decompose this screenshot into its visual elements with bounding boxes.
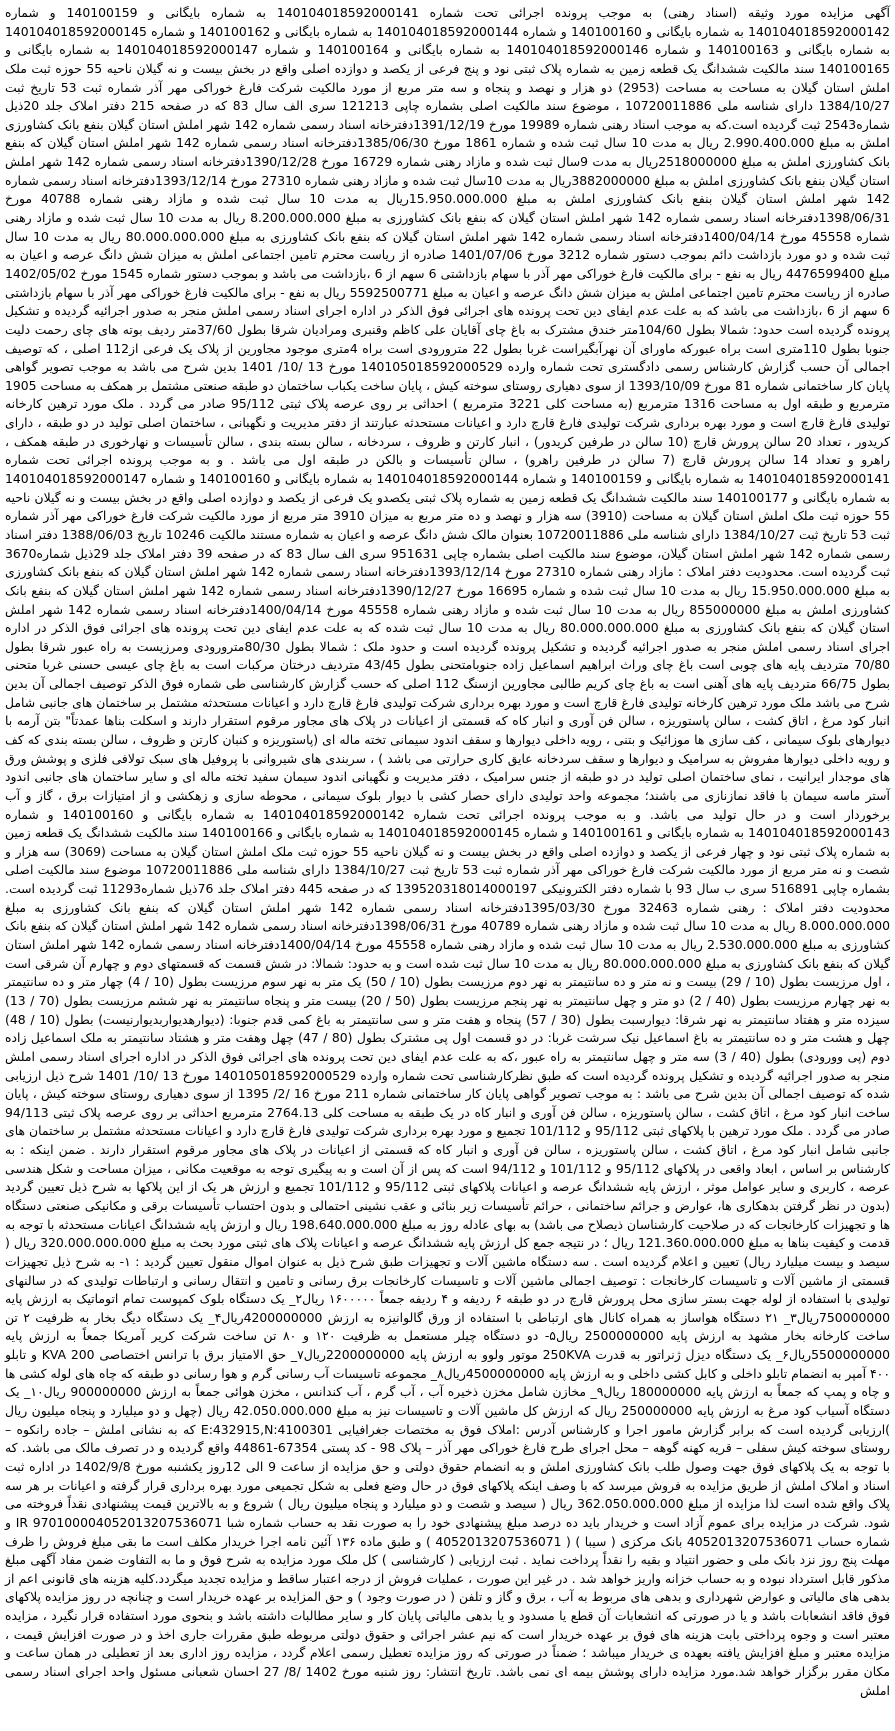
auction-notice-text: آگهی مزایده مورد وثیقه (اسناد رهنی) به موجب پرونده اجرائی تحت شماره 140104018592000141 به شماره بایگانی و 140100159 و شماره 140104018592000142 به شماره بایگانی و 140100160 و شماره 140104018592000144 به شماره بایگانی و 140100162 و شماره 140104018592000145 به شماره بایگانی و 140100163 و شماره 140104018592000146 به شماره بایگانی و 140100164 و شماره 140104018592000147 به شماره بایگانی و 140100165 سند مالکیت ششدانگ یک قطعه زمین به شماره پلاک ثبتی نود و پنج فرعی از یکصد و دوازده اصلی واقع در بخش بیست و نه گیلان ناحیه 55 حوزه ثبت ملک املش استان گیلان به مساحت به مساحت (2953) دو هزار و نهصد و پنجاه و سه متر مربع از مورد مالکیت شرکت فارغ خوراکی مهر آذر شماره ثبت 53 تاریخ ثبت 1384/10/27 دارای شناسه ملی 10720011886 ، موضوع سند مالکیت اصلی بشماره چاپی 121213 سری الف سال 83 که در صفحه 215 دفتر املاک جلد 20ذیل شماره2543 ثبت گردیده است.که به موجب اسناد رهنی شماره 19989 مورخ 1391/12/19دفترخانه اسناد رسمی شماره 142 شهر املش استان گیلان بنفع بانک کشاورزی املش به مبلغ 2.990.400.000 ریال به مدت 10 سال ثبت شده و شماره 1861 مورخ 1385/06/30دفترخانه اسناد رسمی شماره 142 شهر املش استان گیلان که بنفع بانک کشاورزی املش به مبلغ 2518000000ریال به مدت 9سال ثبت شده و مازاد رهنی شماره 16729 مورخ 1390/12/28دفترخانه اسناد رسمی شماره 142 شهر املش استان گیلان بنفع بانک کشاورزی املش به مبلغ 3882000000ریال به مدت 10سال ثبت شده و مازاد رهنی شماره 27310 مورخ 1393/12/14دفترخانه اسناد رسمی شماره 142 شهر املش استان گیلان بنفع بانک کشاورزی املش به مبلغ 15.950.000.000ریال به مدت 10 سال ثبت شده و مازاد رهنی شماره 40788 مورخ 1398/06/31دفترخانه اسناد رسمی شماره 142 شهر املش استان گیلان که بنفع بانک کشاورزی به مبلغ 8.200.000.000 ریال به مدت 10 سال ثبت شده و مازاد رهنی شماره 45558 مورخ 1400/04/14دفترخانه اسناد رسمی شماره 142 شهر املش استان گیلان که بنفع بانک کشاورزی به مبلغ 80.000.000.000 ریال به مدت 10 سال ثبت شده و دو مورد بازداشت دائم بموجب دستور شماره 3212 مورخ 1401/07/06 صادره از ریاست محترم تامین اجتماعی املش به میزان شش دانگ عرصه و اعیان به مبلغ 4476599400 ریال به نفع - برای مالکیت فارغ خوراکی مهر آذر با سهام بازداشتی 6 سهم از 6 ،بازداشت می باشد و بموجب دستور شماره 1545 مورخ 1402/05/02 صادره از ریاست محترم تامین اجتماعی املش به میزان شش دانگ عرصه و اعیان به مبلغ 5592500771 ریال به نفع - برای مالکیت فارغ خوراکی مهر آذر با سهام بازداشتی 6 سهم از 6 ،بازداشت می باشد که به علت عدم ایفای دین تحت پرونده های اجرائی فوق الذکر در اداره اجرای اسناد رسمی املش منجر به صدور اجرائیه گردیده و تشکیل پرونده گردیده است حدود: شمالا بطول 104/60متر خندق مشترک به باغ چای آقایان علی کاظم وقنبری ومرادیان شرقا بطول 37/60متر ردیف بوته های چای رحمت دلیت جنوبا بطول 110متری است براه عبوركه ماورای آن نهرآبگیراست غربا بطول 22 مترورودی است براه 4متری موجود مجاورین از پلاک یک فرعی از112 اصلی ، که توصیف اجمالی آن حسب گزارش کارشناس رسمی دادگستری تحت شماره وارده 140105018592000529 مورخ 13 /10/ 1401 بدین شرح می باشد به موجب تصویر گواهی پایان کار ساختمانی شماره 81 مورخ 1393/10/09 از سوی دهیاری روستای سوخته کیش ، پایان ساخت یکباب ساختمان دو طبقه صنعتی مشتمل بر همکف به مساحت 1905 مترمربع و طبقه اول به مساحت 1316 مترمربع (به مساحت کلی 3221 مترمربع ) احداثی بر روی عرصه پلاک ثبتی 95/112 صادر می گردد . ملک مورد ترهین کارخانه تولیدی فارغ قارچ است و مورد بهره برداری شرکت تولیدی فارغ قارچ دارد و اعیانات مستحدثه عبارتند از دفتر مدیریت و نگهبانی ، ساختمان اصلی تولید در دو طبقه ، دارای کریدور ، تعداد 20 سالن پرورش قارچ (10 سالن در طرفین کریدور) ، انبار کارتن و ظروف ، سردخانه ، سالن بسته بندی ، سالن تأسیسات و نهارخوری در طبقه همکف ، راهرو و تعداد 14 سالن پرورش قارچ (7 سالن در طرفین راهرو) ، سالن تأسیسات و بالکن در طبقه اول می باشد . و به موجب پرونده اجرائی تحت شماره 140104018592000141 به شماره بایگانی و 140100159 و شماره 140104018592000144 به شماره بایگانی و 140100160 و شماره 140104018592000147 به شماره بایگانی و 140100177 سند مالکیت ششدانگ یک قطعه زمین به شماره پلاک ثبتی یکصدو یک فرعی از یکصد و دوازده اصلی واقع در بخش بیست و نه گیلان ناحیه 55 حوزه ثبت ملک املش استان گیلان به مساحت (3910) سه هزار و نهصد و ده متر مربع به میزان 3910 متر مربع از مورد مالکیت شرکت فارغ خوراکی مهر آذر شماره ثبت 53 تاریخ ثبت 1384/10/27 دارای شناسه ملی 10720011886 بعنوان مالک شش دانگ عرصه و اعیان به شماره مستند مالکیت 10246 تاریخ 1388/06/03 دفتر اسناد رسمی شماره 142 شهر املش استان گیلان، موضوع سند مالکیت اصلی بشماره چاپی 951631 سری الف سال 83 که در صفحه 39 دفتر املاک جلد 29ذیل شماره3670 ثبت گردیده است. محدودیت دفتر املاک : مازاد رهنی شماره 27310 مورخ 1393/12/14دفترخانه اسناد رسمی شماره 142 شهر املش استان گیلان که بنفع بانک کشاورزی به مبلغ 15.950.000.000 ریال به مدت 10 سال ثبت شده و شماره 16695 مورخ 1390/12/27دفترخانه اسناد رسمی شماره 142 شهر املش استان گیلان که بنفع بانک کشاورزی املش به مبلغ 855000000 ریال به مدت 10 سال ثبت شده و مازاد رهنی شماره 45558 مورخ 1400/04/14دفترخانه اسناد رسمی شماره 142 شهر املش استان گیلان که بنفع بانک کشاورزی به مبلغ 80.000.000.000 ریال به مدت 10 سال ثبت شده که به علت عدم ایفای دین تحت پرونده های اجرائی فوق الذکر در اداره اجرای اسناد رسمی املش منجر به صدور اجرائیه گردیده و تشکیل پرونده گردیده است و حدود ملک : شمالا بطول 80/30مترورودی ومرزیست به راه عبور شرقا بطول 70/80 متردیف پایه های چوبی است باغ چای وراث ابراهیم اسماعیل زاده جنوبامتحنی بطول 43/45 متردیف درختان مرکبات است به باغ چای عیسی حسنی غربا متحنی بطول 66/75 متردیف پایه های آهنی است به باغ چای کریم طالبی مجاورین ازسنگ 112 اصلی که حسب گزارش کارشناسی طی شماره فوق الذکر توصیف اجمالی آن بدین شرح می باشد ملک مورد ترهین کارخانه تولیدی فارغ قارچ است و مورد بهره برداری شرکت تولیدی فارغ قارچ دارد و اعیانات مستحدثه مشتمل بر ساختمان های جانبی شامل انبار کود مرغ ، اتاق کشت ، سالن پاستوریزه ، سالن فن آوری و انبار کاه که قسمتی از اعیانات در پلاک های مجاور مرقوم استقرار دارند و اسکلت بناها عمدتاً" بتن آرمه با دیوارهای بلوک سیمانی ، کف سازی ها موزائیک و بتنی ، رویه داخلی دیوارها و سقف اندود سیمانی تخته ماله ای (پاستوریزه و کنبان کارتن و ظروف ، سالن بسته بندی که کف و رویه داخلی دیوارها مفروش به سرامیک و دیوارها و سقف سردخانه عایق کاری حرارتی می باشد ) ، سربندی های شیروانی با پروفیل های سبک تولافی فلزی و پوشش ورق های موجدار ایرانیت ، نمای ساختمان اصلی تولید در دو طبقه از جنس سرامیک ، دفتر مدیریت و نگهبانی اندود سیمان سفید تخته ماله ای و سایر ساختمان های جانبی اندود آستر ماسه سیمان با فاقد نمازنازی می باشند؛ مجموعه واحد تولیدی دارای حصار کشی با دیوار بلوک سیمانی ، محوطه سازی و زهکشی و از امتیازات برق ، گاز و آب برخوردار است و در حال تولید می باشد. و به موجب پرونده اجرائی تحت شماره 140104018592000142 به شماره بایگانی و 140100160 و شماره 140104018592000143 به شماره بایگانی و 140100161 و شماره 140104018592000145 به شماره بایگانی و 140100166 سند مالکیت ششدانگ یک قطعه زمین به شماره پلاک ثبتی نود و چهار فرعی از یکصد و دوازده اصلی واقع در بخش بیست و نه گیلان ناحیه 55 حوزه ثبت ملک املش استان گیلان به مساحت (3069) سه هزار و شصت و نه متر مربع از مورد مالکیت شرکت فارغ خوراکی مهر آذر شماره ثبت 53 تاریخ ثبت 1384/10/27 دارای شناسه ملی 10720011886 موضوع سند مالکیت اصلی بشماره چاپی 516891 سری ب سال 93 با شماره دفتر الکترونیکی 139520318014000197 که در صفحه 445 دفتر املاک جلد 76ذیل شماره11293 ثبت گردیده است. محدودیت دفتر املاک : رهنی شماره 32463 مورخ 1395/03/30دفترخانه اسناد رسمی شماره 142 شهر املش استان گیلان که بنفع بانک کشاورزی به مبلغ 8.000.000.000 ریال به مدت 10 سال ثبت شده و مازاد رهنی شماره 40789 مورخ 1398/06/31دفترخانه اسناد رسمی شماره 142 شهر املش استان گیلان که بنفع بانک کشاورزی به مبلغ 2.530.000.000 ریال به مدت 10 سال ثبت شده و مازاد رهنی شماره 45558 مورخ 1400/04/14دفترخانه اسناد رسمی شماره 142 شهر املش استان گیلان که بنفع بانک کشاورزی به مبلغ 80.000.000.000 ریال به مدت 10 سال ثبت شده است و به حدود: شمالا: در شش قسمت که قسمتهای دوم و چهارم آن شرقی است ، اول مرزیست بطول (10 / 29) بیست و نه متر و ده سانتیمتر به نهر دوم مرزیست بطول (10 / 50) یک متر به نهر سوم مرزیست بطول (10 / 4) چهار متر و ده سانتیمتر به نهر چهارم مرزیست بطول (40 / 2) دو متر و چهل سانتیمتر به نهر پنجم مرزیست بطول (50 / 20) بیست متر و پنجاه سانتیمتر به نهر ششم مرزیست بطول (70 / 13) سیزده متر و هفتاد سانتیمتر به نهر شرقا: دیوارسبت بطول (30 / 57) پنجاه و هفت متر و سی سانتیمتر به باغ کمی قدم جنوبا: (دیوارهدیواربدیوارنیست) بطول (10 / 48) چهل و هشت متر و ده سانتیمتر به باغ اسماعیل نیک سرشت غربا: در دو قسمت اول پی مشترک بطول (80 / 47) چهل وهفت متر و هشتاد سانتیمتر به ملک اسماعیل زاده دوم (پی وورودی) بطول (40 / 3) سه متر و چهل سانتیمتر به راه عبور ،که به علت عدم ایفای دین تحت پرونده های اجرائی فوق الذکر در اداره اجرای اسناد رسمی املش منجر به صدور اجرائیه گردیده و تشکیل پرونده گردیده است که طبق نظرکارشناسی تحت شماره وارده 140105018592000529 مورخ 13 /10/ 1401 شرح ذیل ارزیابی شده که توصیف اجمالی آن بدین شرح می باشد : به موجب تصویر گواهی پایان کار ساختمانی شماره 211 مورخ 16 /2/ 1395 از سوی دهیاری روستای سوخته کیش ، پایان ساخت انبار کود مرغ ، اتاق کشت ، سالن پاستوریزه ، سالن فن آوری و انبار کاه در یک طبقه به مساحت کلی 2764.13 مترمربع احداثی بر روی عرصه پلاک ثبتی 94/113 صادر می گردد . ملک مورد ترهین با پلاکهای ثبتی 95/112 و 101/112 تجمیع و مورد بهره برداری شرکت تولیدی فارغ قارچ دارد و اعیانات مستحدثه مشتمل بر ساختمان های جانبی شامل انبار کود مرغ ، اتاق کشت ، سالن پاستوریزه ، سالن فن آوری و انبار کاه که قسمتی از اعیانات در پلاک های مجاور مرقوم استقرار دارند . ضمن اینکه : به کارشناس بر اساس ، ابعاد واقعی در پلاکهای 95/112 و 101/112 و 94/112 است که پس از آن است و به پیگیری توجه به موقعیت مکانی ، میزان مساحت و شکل هندسی عرصه ، کاربری و سایر عوامل موثر ، ارزش پایه ششدانگ عرصه و اعیانات پلاکهای ثبتی 95/112 و 101/112 تجمیع و ارزش هر یک از این پلاکها به شرح ذیل تعیین گردید (بدون در نظر گرفتن بدهکاری ها، عوارض و جرائم ساختمانی ، حرائم تأسیسات زیر بنائی و عقب نشینی احتمالی و بدون احتساب تأسیسات برقی و مکانیکی صنعتی دستگاه ها و تجهیزات کارخانجات که در صلاحیت کارشناسان ذیصلاح می باشد) به بهای عادله روز به مبلغ 198.640.000.000 ریال و ارزش پایه ششدانگ اعیانات مستحدثه با توجه به قدمت و کیفیت بناها به مبلغ 121.360.000.000 ریال ؛ در نتیجه جمع کل ارزش پایه ششدانگ عرصه و اعیانات پلاک های ثبتی مورد بحث به مبلغ 320.000.000.000 ریال ( سیصد و بیست میلیارد ریال) تعیین و اعلام گردیده است . سه دستگاه ماشین آلات و تجهیزات طبق شرح ذیل به عنوان اموال منقول تعیین گردید : ١- به شرح ذیل تجهیزات قسمتی از ماشین آلات و تاسیسات کارخانجات : توصیف اجمالی ماشین آلات و تاسیسات کارخانجات برق رسانی و تامین و انتقال رسانی و ارتباطات تولیدی که در سالنهای تولیدی با استفاده از لوله جهت بستر سازی محل پرورش قارچ در دو طبقه ۶ ردیفه و ۴ ردیفه جمعاً ۱۶۰۰۰۰۰ ریال۲_ یک دستگاه بلوک کمپوست تمام اتوماتیک به ارزش پایه 750000000ریال۳_ ۲۱ دستگاه هواساز به همراه کانال های ارتباطی با استفاده از ورق گالوانیزه به ارزش 4200000000ریال۴_ یک دستگاه دیگ بخار به ظرفیت ۲ تن ساخت کارخانه بخار مشهد به ارزش پایه 2500000000 ریال۵- دو دستگاه چیلر مستعمل به ظرفیت ۱۲۰ و ۸۰ تن ساخت شرکت کریر آمریکا جمعاً به ارزش پایه 5500000000ریال۶_ یک دستگاه دیزل ژنراتور به قدرت 250KVA موتور ولوو به ارزش پایه 2200000000ریال۷_ حق الامتیاز برق با ترانس اختصاصی 200 KVA و تابلو ۴۰۰ آمپر به انضمام تابلو داخلی و کابل کشی داخلی و به ارزش پایه 4500000000ریال۸_ مجموعه تاسیسات آب رسانی گرم و هوا رسانی دو طبقه که چاه های لوله کشی ها و چاه و پمپ که جمعاً به ارزش پایه 180000000 ریال۹_ مخازن شامل مخزن ذخیره آب ، آب گرم ، آب کندانس ، مخزن هوائی جمعاً به ارزش 900000000 ریال۱۰_ یک دستگاه آسیاب کود مرغ به ارزش پایه 250000000 ریال که ارزش کل ماشین آلات و تاسیسات نیز به مبلغ 42.050.000.000 ریال (چهل و دو میلیارد و پنجاه میلیون ریال )ارزیابی گردیده است که برابر گزارش مامور اجرا و کارشناس آدرس :املاک فوق به مختصات جغرافیایی E:432915,N:4100301 که به نشانی املش – جاده رانکوه –روستای سوخته کیش سفلی – قریه کهنه گوهه – محل اجرای طرح فارغ خوراکی مهر آذر – پلاک 98 - کد پستی 67354-44861 واقع گردیده و در تصرف مالک می باشد. که با توجه به یک پلاکهای فوق جهت وصول طلب بانک کشاورزی املش و به انضمام حقوق دولتی و حق مزایده از ساعت 9 الی 12روز یکشنبه مورخ 1402/9/8 در اداره ثبت اسناد و املاک املش از طریق مزایده به فروش میرسد که با وصف اینکه پلاکهای فوق در حال وضع فعلی به شکل تجمیعی مورد بهره برداری قرار گرفته و اعیانات بر هر سه پلاک واقع شده است لذا مزایده از مبلغ 362.050.000.000 ریال ( سیصد و شصت و دو میلیارد و پنجاه میلیون ریال ) شروع و به بالاترین قیمت پیشنهادی نقداً فروخته می شود. شرکت در مزایده برای عموم آزاد است و خریدار باید ده درصد مبلغ پیشنهادی خود را به صورت نقد به حساب شماره شبا IR 970100004052013207536071 و شماره حساب 4052013207536071 بانک مرکزی ( سیبا ) ( 4052013207536071 ) و طبق ماده ۱۳۶ آئین نامه اجرا خریدار مکلف است ما بقی مبلغ فروش را ظرف مهلت پنج روز نزد بانک ملی و حضور انتیاد و بقیه را نقداً پرداخت نماید . ثبت ارزیابی ( کارشناسی ) کل ملک مورد مزایده به شرح فوق و ما به التفاوت ضمن مفاد آگهی مبلغ مذکور قابل استرداد نبوده و به حساب خزانه واریز خواهد شد . در غیر این صورت ، عملیات فروش از درجه اعتبار ساقط و مزایده تجدید میگردد.کلیه هزینه های قانونی اعم از بدهی های مالیاتی و عوارض شهرداری و بدهی های مربوط به آب ، برق و گاز و تلفن ( در صورت وجود ) و حق المزایده بر عهده خریدار است و چنانچه در روز مزایده پلاکهای فوق فاقد انشعابات باشد و یا در صورتی که انشعابات آن قطع یا مسدود و یا بدهی مالیاتی پایان کار و سایر مطالبات داشته باشد و بنحوی مورد استفاده قرار نگیرد ، مزایده معتبر است و وجوه پرداختی بابت هزینه های فوق بر عهده خریدار است که نیم عشر اجرائی و حقوق دولتی مربوطه طبق مقررات جاری اخذ و در صورت افزایش قیمت ، مزایده معتبر و مبلغ افزایش یافته بعهده ی خریدار میباشد ؛ ضمناً در صورتی که روز مزایده تعطیل رسمی اعلام گردد ، مزایده روز اداری بعد از تعطیلی در همان ساعت و مکان مقرر برگزار خواهد شد.مورد مزایده دارای پوشش بیمه ای نمی باشد. تاریخ انتشار: روز شنبه مورخ 1402 /8/ 27 احسان شعبانی مسئول واحد اجرای اسناد رسمی املش: [5, 5, 891, 1698]
